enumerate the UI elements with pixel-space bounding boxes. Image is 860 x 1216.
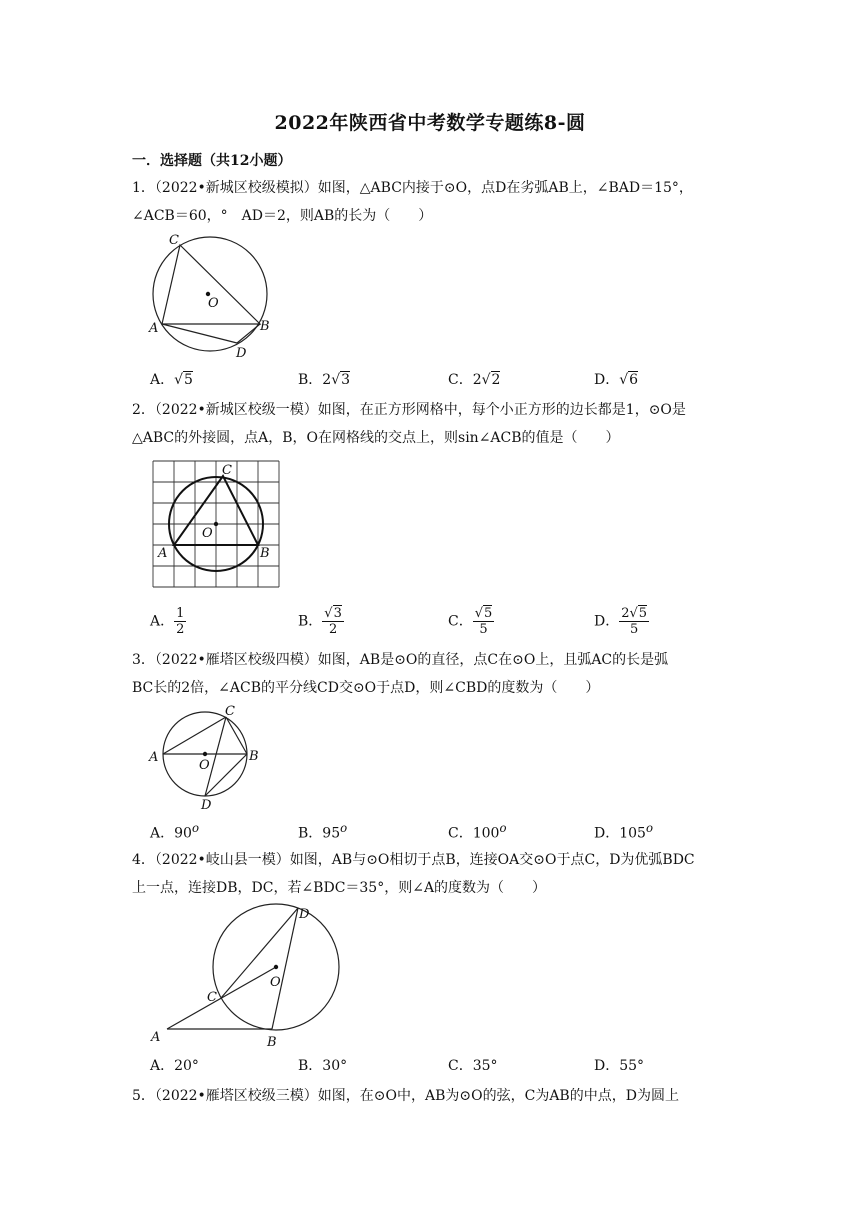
q3-label-c: C: [225, 704, 235, 719]
question-1-stem: [132, 174, 732, 230]
question-5-stem: [132, 1082, 732, 1110]
q2-option-a[interactable]: A． $\frac{1}{2}$: [150, 606, 185, 637]
q3-option-b[interactable]: B．95$^o$: [298, 821, 348, 842]
q4-label-a: A: [151, 1030, 161, 1045]
q2-label-a: A: [158, 546, 168, 561]
question-4-stem: [132, 846, 732, 902]
q4-label-c: C: [207, 990, 217, 1005]
q4-label-d: D: [299, 907, 310, 922]
q2-label-o: O: [202, 526, 213, 541]
question-1-figure: [140, 228, 290, 364]
q4-option-d[interactable]: D．55°: [594, 1058, 645, 1074]
q2-option-c[interactable]: C． $\frac{√5}{5}$: [448, 606, 493, 637]
q2-label-c: C: [222, 463, 232, 478]
question-2-figure: [150, 458, 285, 590]
question-3-stem: [132, 646, 732, 702]
q3-option-c[interactable]: C．100$^o$: [448, 821, 507, 842]
question-4-options: [150, 1052, 750, 1080]
q1-label-a: A: [149, 321, 159, 336]
question-2-line-2: △ABC的外接圆，点A，B，O在网格线的交点上，则sin∠ACB的值是（ ）: [132, 430, 620, 446]
question-3-figure: [145, 700, 270, 812]
q4-option-b[interactable]: B．30°: [298, 1058, 348, 1074]
q1-label-d: D: [236, 346, 247, 361]
question-5-line-1: 5．（2022•雁塔区校级三模）如图，在⊙O中，AB为⊙O的弦，C为AB的中点，D为圆上: [132, 1088, 679, 1104]
question-2-stem: [132, 396, 732, 452]
q4-option-a[interactable]: A．20°: [150, 1058, 199, 1074]
section-heading: 一．选择题（共12小题）: [132, 153, 292, 169]
q1-label-c: C: [169, 233, 179, 248]
question-4-figure: [145, 902, 345, 1050]
q4-label-o: O: [270, 975, 281, 990]
q1-label-b: B: [260, 319, 270, 334]
question-4-line-1: 4．（2022•岐山县一模）如图，AB与⊙O相切于点B，连接OA交⊙O于点C，D为优弧BDC: [132, 852, 695, 868]
question-4-line-2: 上一点，连接DB，DC，若∠BDC＝35°，则∠A的度数为（ ）: [132, 880, 547, 896]
q3-option-d[interactable]: D．105$^o$: [594, 821, 653, 842]
q3-label-d: D: [201, 798, 212, 812]
q1-option-d[interactable]: D．√6: [594, 372, 639, 388]
q1-label-o: O: [208, 296, 219, 311]
question-3-line-1: 3．（2022•雁塔区校级四模）如图，AB是⊙O的直径，点C在⊙O上，且弧AC的长是弧: [132, 652, 669, 668]
question-2-line-1: 2．（2022•新城区校级一模）如图，在正方形网格中，每个小正方形的边长都是1，⊙O是: [132, 402, 686, 418]
q1-option-a[interactable]: A．√5: [150, 372, 193, 388]
question-1-line-1: 1．（2022•新城区校级模拟）如图，△ABC内接于⊙O，点D在劣弧AB上，∠BAD＝15°，: [132, 180, 693, 196]
q1-option-c[interactable]: C．2√2: [448, 372, 501, 388]
question-3-line-2: BC长的2倍，∠ACB的平分线CD交⊙O于点D，则∠CBD的度数为（ ）: [132, 680, 600, 696]
q2-label-b: B: [260, 546, 270, 561]
q2-option-d[interactable]: D． $\frac{2√5}{5}$: [594, 606, 648, 637]
q3-label-o: O: [199, 758, 210, 773]
q4-option-c[interactable]: C．35°: [448, 1058, 498, 1074]
q1-option-b[interactable]: B．2√3: [298, 372, 351, 388]
question-2-options: [150, 606, 750, 637]
q2-option-b[interactable]: B． $\frac{√3}{2}$: [298, 606, 342, 637]
q3-label-b: B: [249, 749, 259, 764]
q3-label-a: A: [149, 750, 159, 765]
question-1-line-2: ∠ACB＝60，° AD＝2，则AB的长为（ ）: [132, 208, 433, 224]
q4-label-b: B: [267, 1035, 277, 1050]
question-3-options: [150, 814, 750, 842]
page-title: 2022年陕西省中考数学专题练8-圆: [274, 112, 586, 134]
question-1-options: [150, 366, 750, 394]
q3-option-a[interactable]: A．90$^o$: [150, 821, 199, 842]
